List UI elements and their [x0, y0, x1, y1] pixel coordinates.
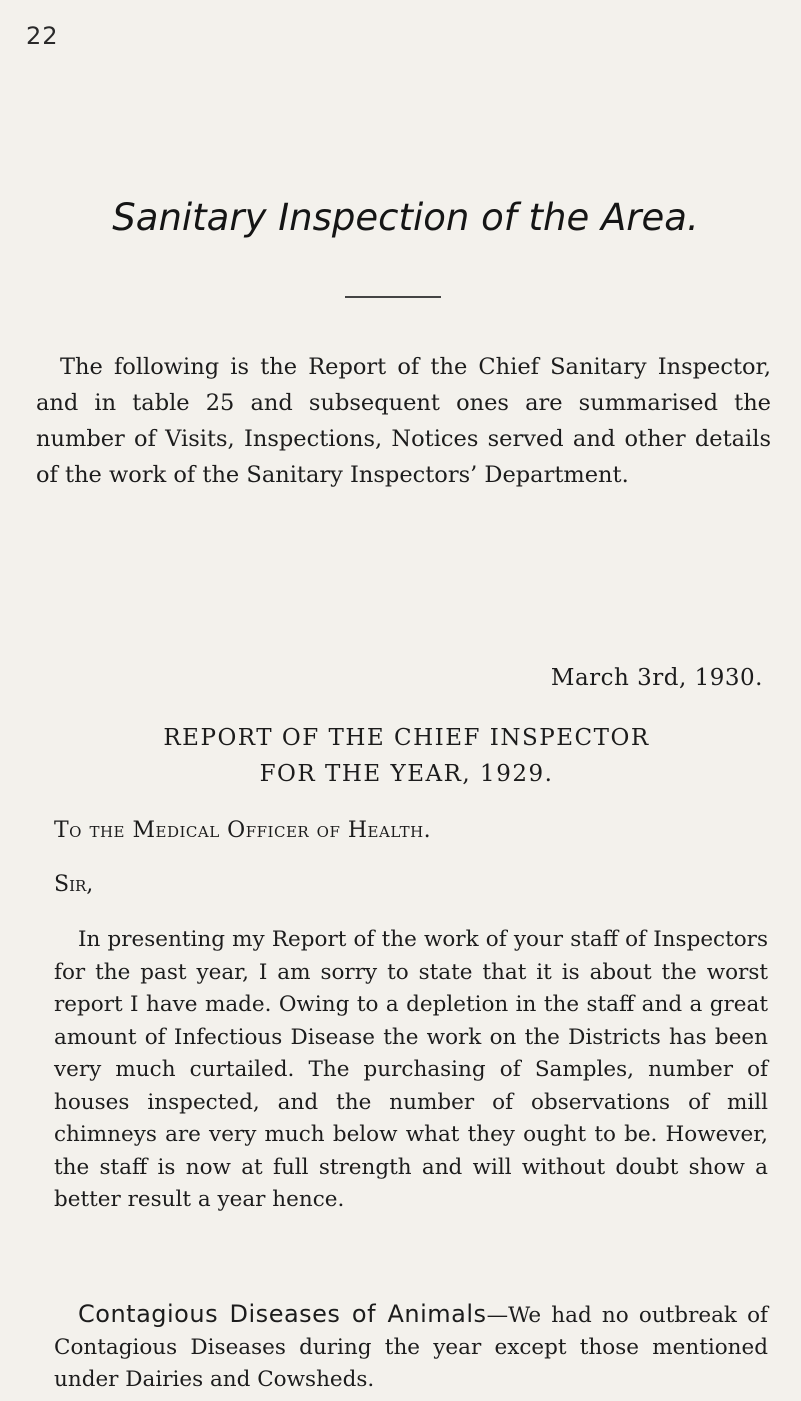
title-divider [345, 296, 441, 298]
report-heading [0, 720, 801, 792]
report-heading-line-2: FOR THE YEAR, 1929. [259, 761, 554, 787]
salutation: Sir, [54, 872, 94, 897]
report-date: March 3rd, 1930. [550, 665, 763, 691]
page-number: 22 [26, 22, 59, 50]
contagious-diseases-paragraph [54, 1298, 768, 1396]
addressee: To the Medical Officer of Health. [54, 818, 432, 843]
page-title: Sanitary Inspection of the Area. [112, 196, 699, 239]
body-paragraph: In presenting my Report of the work of your staff of Inspectors for the past year, I am sorry to state that it is about the worst report I have made. Owing to a depletion in the staff and a great amount of Infectious Disease the work on the Districts has been very much curtailed. The purchasing of Samples, number of houses inspected, and the number of observations of mill chimneys are very much below what they ought to be. However, the staff is now at full strength and will without doubt show a better result a year hence. [54, 927, 768, 1212]
report-heading-line-1: REPORT OF THE CHIEF INSPECTOR [163, 725, 650, 751]
contagious-diseases-heading: Contagious Diseases of Animals [78, 1300, 487, 1328]
contagious-diseases-text: —We had no outbreak of Contagious Diseases during the year except those mentioned under Dairies and Cowsheds. [54, 1303, 768, 1392]
intro-paragraph: The following is the Report of the Chief Sanitary Inspector, and in table 25 and subsequent ones are summarised the number of Visits, Inspections, Notices served and other details of the work of the Sanitary Inspectors’ Department. [36, 354, 771, 488]
